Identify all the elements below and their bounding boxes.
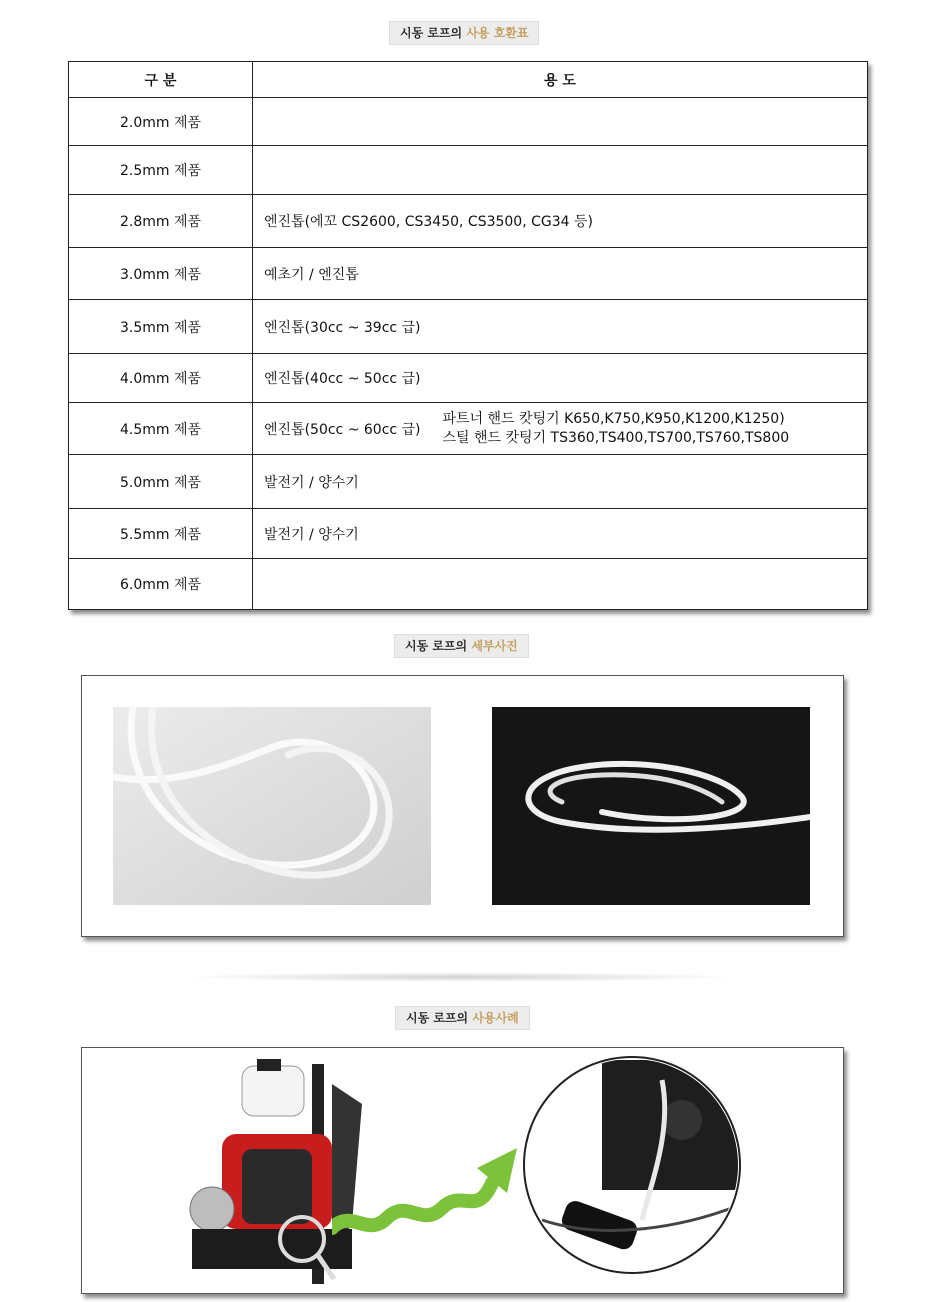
use-cell — [253, 146, 868, 195]
use-note-stihl: 스틸 핸드 캇팅기 TS360,TS400,TS700,TS760,TS800 — [442, 429, 790, 446]
section-title-detail-photos: 시동 로프의 세부사진 — [394, 634, 529, 658]
use-cell: 엔진톱(에꼬 CS2600, CS3450, CS3500, CG34 등) — [253, 195, 868, 248]
spec-cell: 2.5mm 제품 — [69, 146, 253, 195]
spec-cell: 6.0mm 제품 — [69, 559, 253, 610]
green-arrow-icon — [332, 1128, 532, 1248]
use-case-frame — [81, 1047, 844, 1294]
use-text: 엔진톱(50cc ~ 60cc 급) — [264, 421, 421, 438]
table-row — [69, 248, 868, 300]
section-title-compatibility: 시동 로프의 사용 호환표 — [389, 21, 539, 45]
spec-cell: 3.0mm 제품 — [69, 248, 253, 300]
rope-photo-dark — [492, 707, 810, 905]
use-cell: 발전기 / 양수기 — [253, 455, 868, 509]
use-cell: 예초기 / 엔진톱 — [253, 248, 868, 300]
table-row — [69, 455, 868, 509]
use-notes — [443, 410, 790, 448]
table-row — [69, 98, 868, 146]
table-row — [69, 146, 868, 195]
table-row — [69, 403, 868, 455]
starter-handle-closeup — [522, 1050, 742, 1280]
use-cell — [253, 403, 868, 455]
header-use: 용 도 — [253, 62, 868, 98]
spec-cell: 2.0mm 제품 — [69, 98, 253, 146]
spec-cell: 5.0mm 제품 — [69, 455, 253, 509]
rope-photo-light — [113, 707, 431, 905]
use-note-partner: 파트너 핸드 캇팅기 K650,K750,K950,K1200,K1250) — [442, 410, 785, 427]
spec-cell: 4.0mm 제품 — [69, 354, 253, 403]
table-row — [69, 559, 868, 610]
compatibility-table — [68, 61, 868, 610]
spec-cell: 3.5mm 제품 — [69, 300, 253, 354]
spec-cell: 5.5mm 제품 — [69, 509, 253, 559]
use-cell — [253, 98, 868, 146]
detail-photos-frame — [81, 675, 844, 937]
table-row — [69, 195, 868, 248]
header-spec: 구 분 — [69, 62, 253, 98]
table-row — [69, 354, 868, 403]
use-cell: 엔진톱(40cc ~ 50cc 급) — [253, 354, 868, 403]
spec-cell: 4.5mm 제품 — [69, 403, 253, 455]
table-header-row — [69, 62, 868, 98]
use-cell — [253, 559, 868, 610]
section-title-use-case: 시동 로프의 사용사례 — [395, 1006, 530, 1030]
spec-cell: 2.8mm 제품 — [69, 195, 253, 248]
table-row — [69, 300, 868, 354]
table-row — [69, 509, 868, 559]
use-cell: 엔진톱(30cc ~ 39cc 급) — [253, 300, 868, 354]
section-divider — [180, 972, 740, 982]
use-cell: 발전기 / 양수기 — [253, 509, 868, 559]
